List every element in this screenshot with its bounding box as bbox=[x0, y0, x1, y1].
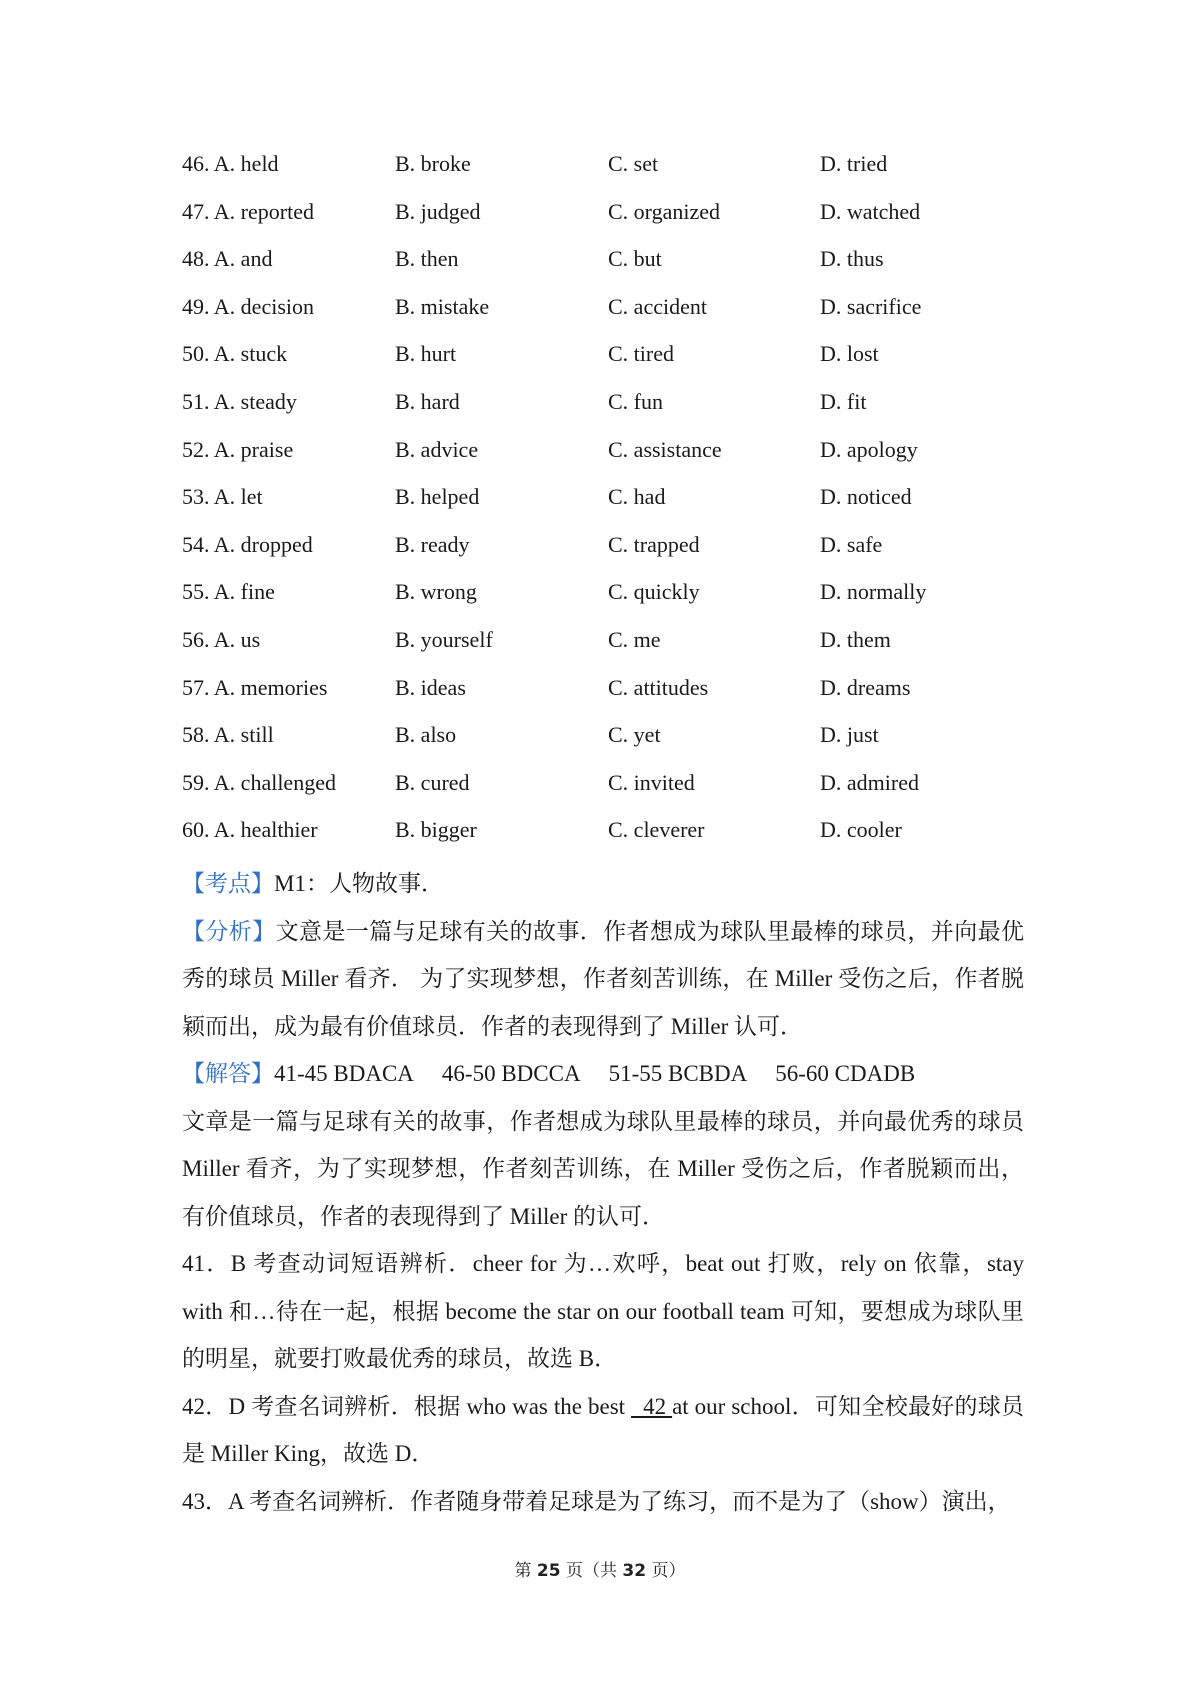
page-footer bbox=[0, 1556, 1200, 1581]
option-c: C. set bbox=[608, 151, 659, 176]
option-d: D. just bbox=[820, 722, 879, 748]
option-c: C. me bbox=[608, 626, 661, 652]
option-c: C. had bbox=[608, 484, 666, 510]
kaodian-tag: 【考点】 bbox=[182, 871, 274, 896]
option-row bbox=[182, 243, 1042, 291]
fenxi-tag: 【分析】 bbox=[182, 918, 276, 944]
option-c: C. organized bbox=[608, 198, 721, 224]
option-c: C. trapped bbox=[608, 531, 700, 557]
option-c: C. invited bbox=[608, 769, 695, 795]
option-c: C. quickly bbox=[608, 579, 700, 605]
option-row bbox=[182, 814, 1042, 862]
option-row bbox=[182, 481, 1042, 529]
option-a: 54. A. dropped bbox=[182, 531, 313, 557]
option-row bbox=[182, 148, 1042, 196]
fenxi-paragraph bbox=[182, 908, 1024, 1051]
option-b: B. cured bbox=[395, 769, 470, 795]
option-b: B. bigger bbox=[395, 817, 477, 843]
q43-explanation: 43．A 考查名词辨析．作者随身带着足球是为了练习，而不是为了（show）演出， bbox=[182, 1488, 1011, 1514]
option-a: 57. A. memories bbox=[182, 674, 328, 700]
option-row bbox=[182, 386, 1042, 434]
option-a: 52. A. praise bbox=[182, 436, 294, 462]
option-b: B. judged bbox=[395, 198, 481, 224]
option-row bbox=[182, 767, 1042, 815]
option-b: B. mistake bbox=[395, 293, 490, 319]
option-d: D. apology bbox=[820, 436, 918, 462]
option-a: 47. A. reported bbox=[182, 198, 314, 224]
jieda-paragraph bbox=[182, 1050, 1024, 1098]
option-b: B. yourself bbox=[395, 626, 493, 652]
option-a: 50. A. stuck bbox=[182, 341, 288, 367]
option-d: D. watched bbox=[820, 198, 921, 224]
option-a: 56. A. us bbox=[182, 626, 261, 652]
option-row bbox=[182, 196, 1042, 244]
footer-page-number: 25 bbox=[536, 1561, 561, 1581]
q42-explanation bbox=[182, 1383, 1024, 1478]
option-b: B. ready bbox=[395, 531, 470, 557]
option-c: C. yet bbox=[608, 722, 661, 748]
option-c: C. cleverer bbox=[608, 817, 705, 843]
q42-before: 42．D 考查名词辨析．根据 who was the best bbox=[182, 1393, 632, 1419]
option-a: 53. A. let bbox=[182, 484, 263, 510]
option-row bbox=[182, 672, 1042, 720]
option-c: C. assistance bbox=[608, 436, 722, 462]
option-c: C. but bbox=[608, 246, 662, 272]
option-b: B. also bbox=[395, 722, 457, 748]
q42-blank: 42 bbox=[631, 1393, 673, 1419]
option-d: D. noticed bbox=[820, 484, 912, 510]
summary-paragraph: 文章是一篇与足球有关的故事，作者想成为球队里最棒的球员，并向最优秀的球员 Miller 看齐，为了实现梦想，作者刻苦训练，在 Miller 受伤之后，作者脱颖而出，有价值球员，作者的表现得到了 Miller 的认可． bbox=[182, 1108, 1024, 1229]
option-row bbox=[182, 338, 1042, 386]
jieda-tag: 【解答】 bbox=[182, 1061, 274, 1086]
option-b: B. hard bbox=[395, 388, 460, 414]
option-d: D. cooler bbox=[820, 817, 902, 843]
kaodian-paragraph bbox=[182, 860, 1024, 908]
option-c: C. tired bbox=[608, 341, 674, 367]
footer-total-pages: 32 bbox=[622, 1561, 647, 1581]
option-b: B. advice bbox=[395, 436, 479, 462]
option-a: 55. A. fine bbox=[182, 579, 275, 605]
option-b: B. broke bbox=[395, 151, 471, 176]
q42-after: at our school．可知全校最好的球员是 Miller King，故选 D． bbox=[182, 1393, 1024, 1466]
option-a: 58. A. still bbox=[182, 722, 274, 748]
answer-group: 46-50 BDCCA bbox=[441, 1061, 581, 1086]
option-d: D. them bbox=[820, 626, 891, 652]
option-d: D. tried bbox=[820, 151, 888, 176]
option-a: 49. A. decision bbox=[182, 293, 314, 319]
option-c: C. attitudes bbox=[608, 674, 709, 700]
option-d: D. lost bbox=[820, 341, 879, 367]
explanation-section bbox=[182, 860, 1024, 1525]
option-b: B. ideas bbox=[395, 674, 466, 700]
option-d: D. normally bbox=[820, 579, 927, 605]
option-b: B. helped bbox=[395, 484, 480, 510]
option-d: D. sacrifice bbox=[820, 293, 922, 319]
option-a: 51. A. steady bbox=[182, 388, 297, 414]
option-b: B. wrong bbox=[395, 579, 477, 605]
option-a: 48. A. and bbox=[182, 246, 273, 272]
option-b: B. then bbox=[395, 246, 459, 272]
option-row bbox=[182, 719, 1042, 767]
q41-explanation: 41．B 考查动词短语辨析．cheer for 为…欢呼，beat out 打败，rely on 依靠，stay with 和…待在一起，根据 become the star on our football team 可知，要想成为球队里的明星，就要打败最优秀的球员，故选 B． bbox=[182, 1251, 1024, 1371]
footer-prefix: 第 bbox=[514, 1561, 532, 1581]
footer-middle: 页（共 bbox=[566, 1561, 617, 1581]
option-c: C. fun bbox=[608, 388, 663, 414]
kaodian-text: M1：人物故事． bbox=[274, 871, 444, 896]
option-d: D. thus bbox=[820, 246, 884, 272]
options-table bbox=[182, 148, 1042, 862]
option-row bbox=[182, 434, 1042, 482]
answer-group: 56-60 CDADB bbox=[775, 1061, 916, 1086]
option-row bbox=[182, 529, 1042, 577]
option-a: 59. A. challenged bbox=[182, 769, 336, 795]
option-row bbox=[182, 576, 1042, 624]
fenxi-text: 文意是一篇与足球有关的故事．作者想成为球队里最棒的球员，并向最优秀的球员 Miller 看齐． 为了实现梦想，作者刻苦训练，在 Miller 受伤之后，作者脱颖而出，成为最有价值球员．作者的表现得到了 Miller 认可． bbox=[182, 918, 1025, 1039]
option-d: D. dreams bbox=[820, 674, 911, 700]
footer-suffix: 页） bbox=[651, 1561, 686, 1581]
option-a: 60. A. healthier bbox=[182, 817, 318, 843]
answer-group: 41-45 BDACA bbox=[274, 1061, 414, 1086]
option-a: 46. A. held bbox=[182, 151, 279, 176]
option-d: D. fit bbox=[820, 388, 867, 414]
option-c: C. accident bbox=[608, 293, 707, 319]
option-d: D. admired bbox=[820, 769, 919, 795]
option-row bbox=[182, 624, 1042, 672]
answer-group: 51-55 BCBDA bbox=[608, 1061, 748, 1086]
option-b: B. hurt bbox=[395, 341, 457, 367]
option-row bbox=[182, 291, 1042, 339]
option-d: D. safe bbox=[820, 531, 883, 557]
